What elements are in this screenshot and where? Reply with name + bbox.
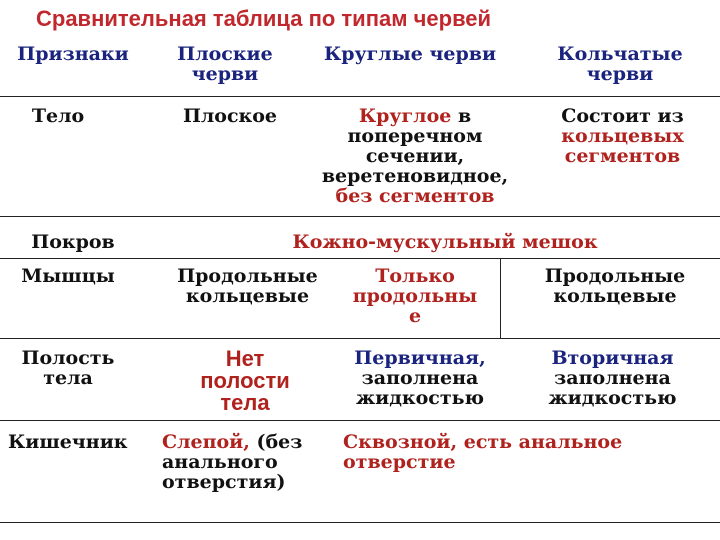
row-body-annelid-line3: сегментов bbox=[564, 145, 681, 167]
row-body-annelid-line2: кольцевых bbox=[561, 125, 684, 147]
header-roundworms: Круглые черви bbox=[323, 43, 497, 65]
row-cavity-flat bbox=[165, 348, 325, 414]
row-cavity-flat-line1: Нет bbox=[225, 346, 265, 371]
row-muscles-flat-line2: кольцевые bbox=[185, 285, 310, 307]
row-muscles-label: Мышцы bbox=[21, 265, 115, 287]
row-intestine-flat bbox=[162, 432, 332, 492]
row-cavity-round-line1: Первичная, bbox=[354, 347, 486, 369]
row-intestine-flat-line2: анального bbox=[162, 451, 278, 473]
page-title: Сравнительная таблица по типам червей bbox=[36, 6, 492, 31]
divider-header bbox=[0, 96, 720, 97]
row-intestine-other bbox=[343, 432, 703, 472]
divider-muscles bbox=[0, 338, 720, 339]
row-body-annelid-line1: Состоит из bbox=[561, 105, 684, 127]
row-cavity-annelid-line1: Вторичная bbox=[551, 347, 674, 369]
row-cavity-label-line1: Полость bbox=[21, 347, 115, 369]
row-muscles-annelid bbox=[525, 266, 705, 306]
row-muscles-flat-line1: Продольные bbox=[177, 265, 318, 287]
row-body-label: Тело bbox=[31, 105, 85, 127]
row-cavity-flat-line2: полости bbox=[200, 368, 290, 393]
header-flatworms-line1: Плоские bbox=[177, 43, 273, 65]
row-body-round-rest: в bbox=[451, 105, 472, 127]
row-cover-label: Покров bbox=[31, 231, 115, 253]
row-intestine-flat-line1 bbox=[162, 432, 332, 452]
row-body-round bbox=[305, 106, 525, 206]
divider-cavity bbox=[0, 420, 720, 421]
row-muscles-round-line2: продольны bbox=[352, 285, 478, 307]
row-cavity-annelid-line2: заполнена bbox=[554, 367, 671, 389]
row-intestine-other-line2: отверстие bbox=[343, 451, 456, 473]
row-muscles-round-line3: е bbox=[408, 305, 422, 327]
row-muscles-flat bbox=[160, 266, 335, 306]
header-annelids-line1: Кольчатые bbox=[557, 43, 683, 65]
divider-muscles-col bbox=[500, 258, 501, 338]
row-cavity-label-line2: тела bbox=[43, 367, 93, 389]
header-flatworms-line2: черви bbox=[191, 63, 259, 85]
header-annelids-line2: черви bbox=[586, 63, 654, 85]
row-body-flat: Плоское bbox=[182, 105, 278, 127]
row-body-round-line1 bbox=[305, 106, 525, 126]
row-muscles-annelid-line1: Продольные bbox=[544, 265, 686, 287]
row-intestine-flat-rest: (без bbox=[249, 431, 303, 453]
row-intestine-flat-red: Слепой, bbox=[162, 431, 250, 453]
row-body-round-line2: поперечном bbox=[347, 125, 483, 147]
row-intestine-other-line1: Сквозной, есть анальное bbox=[343, 431, 623, 453]
row-body-round-line5: без сегментов bbox=[335, 185, 495, 207]
row-muscles-annelid-line2: кольцевые bbox=[553, 285, 677, 307]
header-annelids bbox=[540, 44, 700, 84]
row-intestine-flat-line3: отверстия) bbox=[162, 471, 286, 493]
row-muscles-round bbox=[340, 266, 490, 326]
divider-body bbox=[0, 216, 720, 217]
row-cavity-round bbox=[335, 348, 505, 408]
row-cavity-annelid bbox=[520, 348, 705, 408]
row-body-annelid bbox=[540, 106, 705, 166]
row-body-round-line3: сечении, bbox=[365, 145, 465, 167]
header-flatworms bbox=[160, 44, 290, 84]
row-body-round-red: Круглое bbox=[358, 105, 452, 127]
divider-bottom bbox=[0, 522, 720, 523]
row-cavity-flat-line3: тела bbox=[220, 390, 270, 415]
row-cavity-label bbox=[8, 348, 128, 388]
row-muscles-round-line1: Только bbox=[375, 265, 455, 287]
row-cavity-round-line2: заполнена bbox=[361, 367, 479, 389]
row-body-round-line4: веретеновидное, bbox=[321, 165, 509, 187]
row-cavity-round-line3: жидкостью bbox=[355, 387, 485, 409]
row-cavity-annelid-line3: жидкостью bbox=[548, 387, 677, 409]
header-features: Признаки bbox=[17, 43, 129, 65]
row-cover-value: Кожно-мускульный мешок bbox=[292, 231, 598, 253]
row-intestine-label: Кишечник bbox=[8, 431, 128, 453]
divider-cover bbox=[0, 258, 720, 259]
